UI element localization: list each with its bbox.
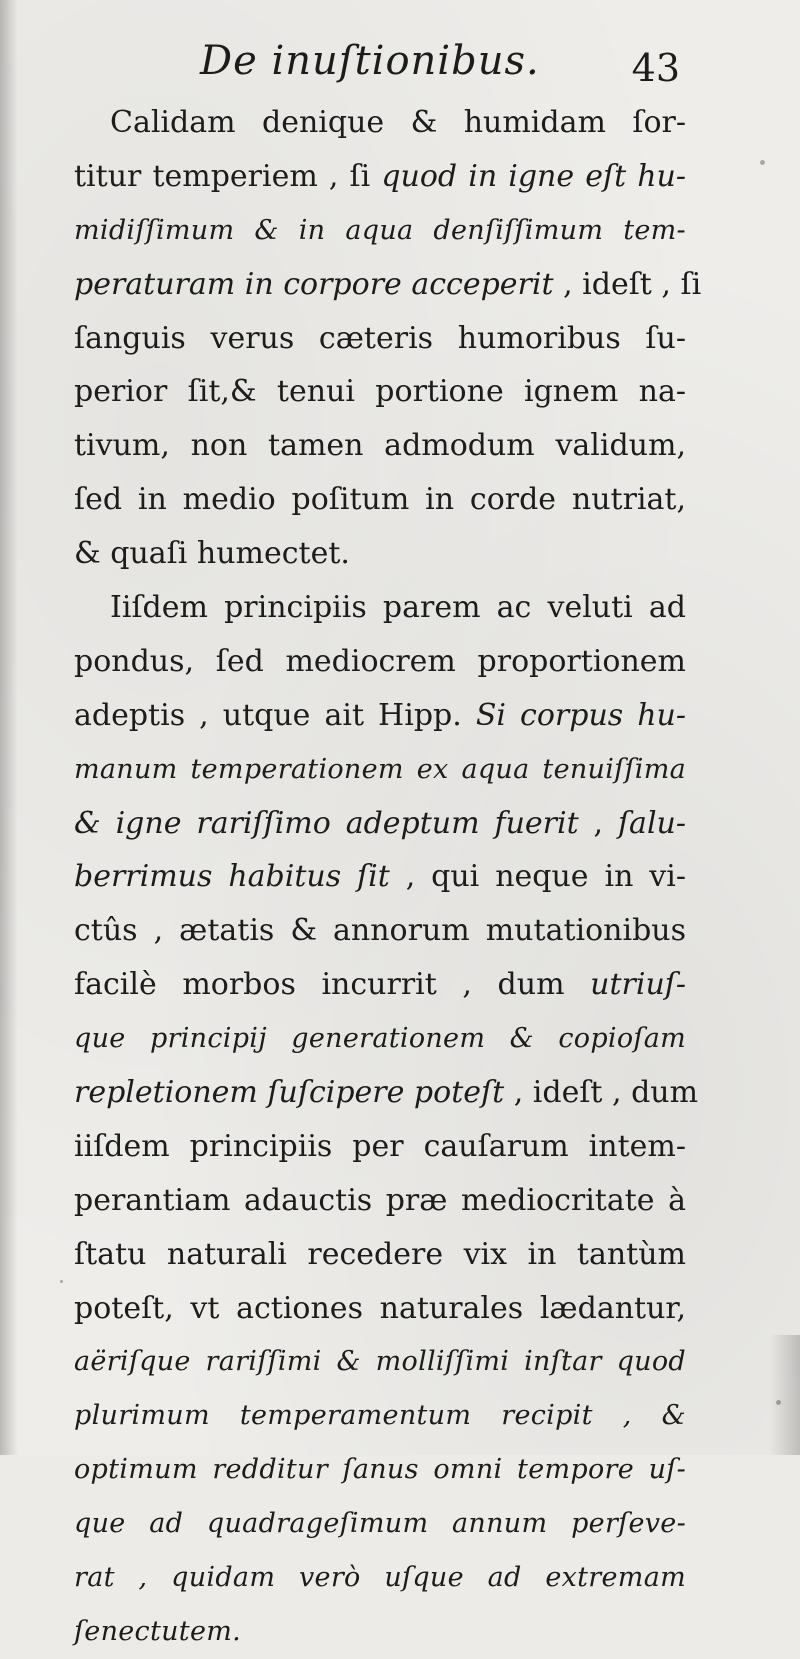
page-header — [200, 38, 680, 98]
text-line — [74, 365, 686, 419]
italic-text-segment: que ad quadrageſimum annum perſeve- — [74, 1508, 686, 1540]
text-segment: titur temperiem , ſi — [74, 158, 382, 194]
text-line — [74, 312, 686, 366]
italic-text-segment: aëriſque rariſſimi & molliſſimi inſtar quod — [74, 1346, 686, 1378]
text-line — [74, 473, 686, 527]
body-text — [74, 96, 702, 1659]
text-line — [74, 96, 686, 150]
text-segment: perior ſit,& tenui portione ignem na- — [74, 374, 686, 410]
text-segment: perantiam adauctis præ mediocritate à — [74, 1182, 686, 1218]
italic-text-segment: & igne rariſſimo adeptum fuerit — [74, 805, 579, 841]
text-segment: iiſdem principiis per cauſarum intem- — [74, 1128, 686, 1164]
text-line — [74, 1443, 686, 1497]
text-segment: poteſt, vt actiones naturales lædantur, — [74, 1290, 686, 1326]
text-line — [74, 581, 686, 635]
text-line — [74, 1389, 686, 1443]
text-segment: & quaſi humectet. — [74, 536, 350, 572]
text-line — [74, 419, 686, 473]
italic-text-segment: berrimus habitus ſit — [74, 859, 390, 895]
text-segment: ſanguis verus cæteris humoribus ſu- — [74, 320, 686, 356]
text-segment: Iiſdem principiis parem ac veluti ad — [110, 590, 686, 626]
text-line — [74, 1228, 686, 1282]
text-segment: , qui neque in vi- — [389, 859, 686, 895]
text-segment: , ideſt , dum — [504, 1075, 699, 1111]
text-segment: ctûs , ætatis & annorum mutationibus — [74, 913, 686, 949]
italic-text-segment: midiſſimum & in aqua denſiſſimum tem- — [74, 214, 686, 246]
italic-text-segment: Si corpus hu- — [475, 697, 686, 733]
text-segment: ſed in medio poſitum in corde nutriat, — [74, 482, 686, 518]
text-line — [74, 527, 686, 581]
italic-text-segment: plurimum temperamentum recipit , & — [74, 1400, 686, 1432]
text-segment: , — [578, 805, 618, 841]
text-line — [74, 1174, 686, 1228]
text-segment: facilè morbos incurrit , dum — [74, 967, 591, 1003]
ink-speck — [776, 1400, 781, 1405]
text-line — [74, 1335, 686, 1389]
text-line — [74, 204, 686, 258]
text-segment: tivum, non tamen admodum validum, — [74, 428, 686, 464]
text-segment: adeptis , utque ait Hipp. — [74, 697, 476, 733]
text-line — [74, 1497, 686, 1551]
ink-speck — [60, 1280, 63, 1283]
italic-text-segment: optimum redditur ſanus omni tempore uſ- — [74, 1454, 686, 1486]
italic-text-segment: ſenectutem. — [74, 1615, 242, 1647]
text-segment: pondus, ſed mediocrem proportionem — [74, 643, 686, 679]
italic-text-segment: que principij generationem & copioſam — [74, 1023, 686, 1055]
text-line — [74, 1605, 686, 1659]
text-line — [74, 850, 686, 904]
text-line — [74, 1066, 699, 1120]
text-line — [74, 1120, 686, 1174]
page-gutter-shadow — [0, 0, 18, 1455]
text-line — [74, 904, 686, 958]
text-line — [74, 797, 686, 851]
text-segment: ſtatu naturali recedere vix in tantùm — [74, 1236, 686, 1272]
italic-text-segment: rat , quidam verò uſque ad extremam — [74, 1562, 686, 1594]
text-line — [74, 743, 686, 797]
text-segment: , ideſt , ſi — [553, 266, 702, 302]
italic-text-segment: repletionem ſuſcipere poteſt — [74, 1075, 505, 1111]
italic-text-segment: utriuſ- — [590, 967, 686, 1003]
text-line — [74, 1012, 686, 1066]
text-line — [74, 150, 686, 204]
page-edge-shadow — [770, 1335, 800, 1455]
text-line — [74, 1282, 686, 1336]
italic-text-segment: peraturam in corpore acceperit — [74, 266, 554, 302]
text-line — [74, 689, 686, 743]
running-head: De inuſtionibus. — [200, 38, 540, 84]
text-line — [74, 1551, 686, 1605]
italic-text-segment: quod in igne eſt hu- — [381, 158, 686, 194]
italic-text-segment: ſalu- — [617, 805, 686, 841]
italic-text-segment: manum temperationem ex aqua tenuiſſima — [74, 753, 686, 785]
text-line — [74, 258, 702, 312]
text-line — [74, 958, 686, 1012]
page-number: 43 — [631, 46, 680, 90]
text-line — [74, 635, 686, 689]
ink-speck — [760, 160, 765, 165]
text-segment: Calidam denique & humidam ſor- — [110, 105, 686, 140]
